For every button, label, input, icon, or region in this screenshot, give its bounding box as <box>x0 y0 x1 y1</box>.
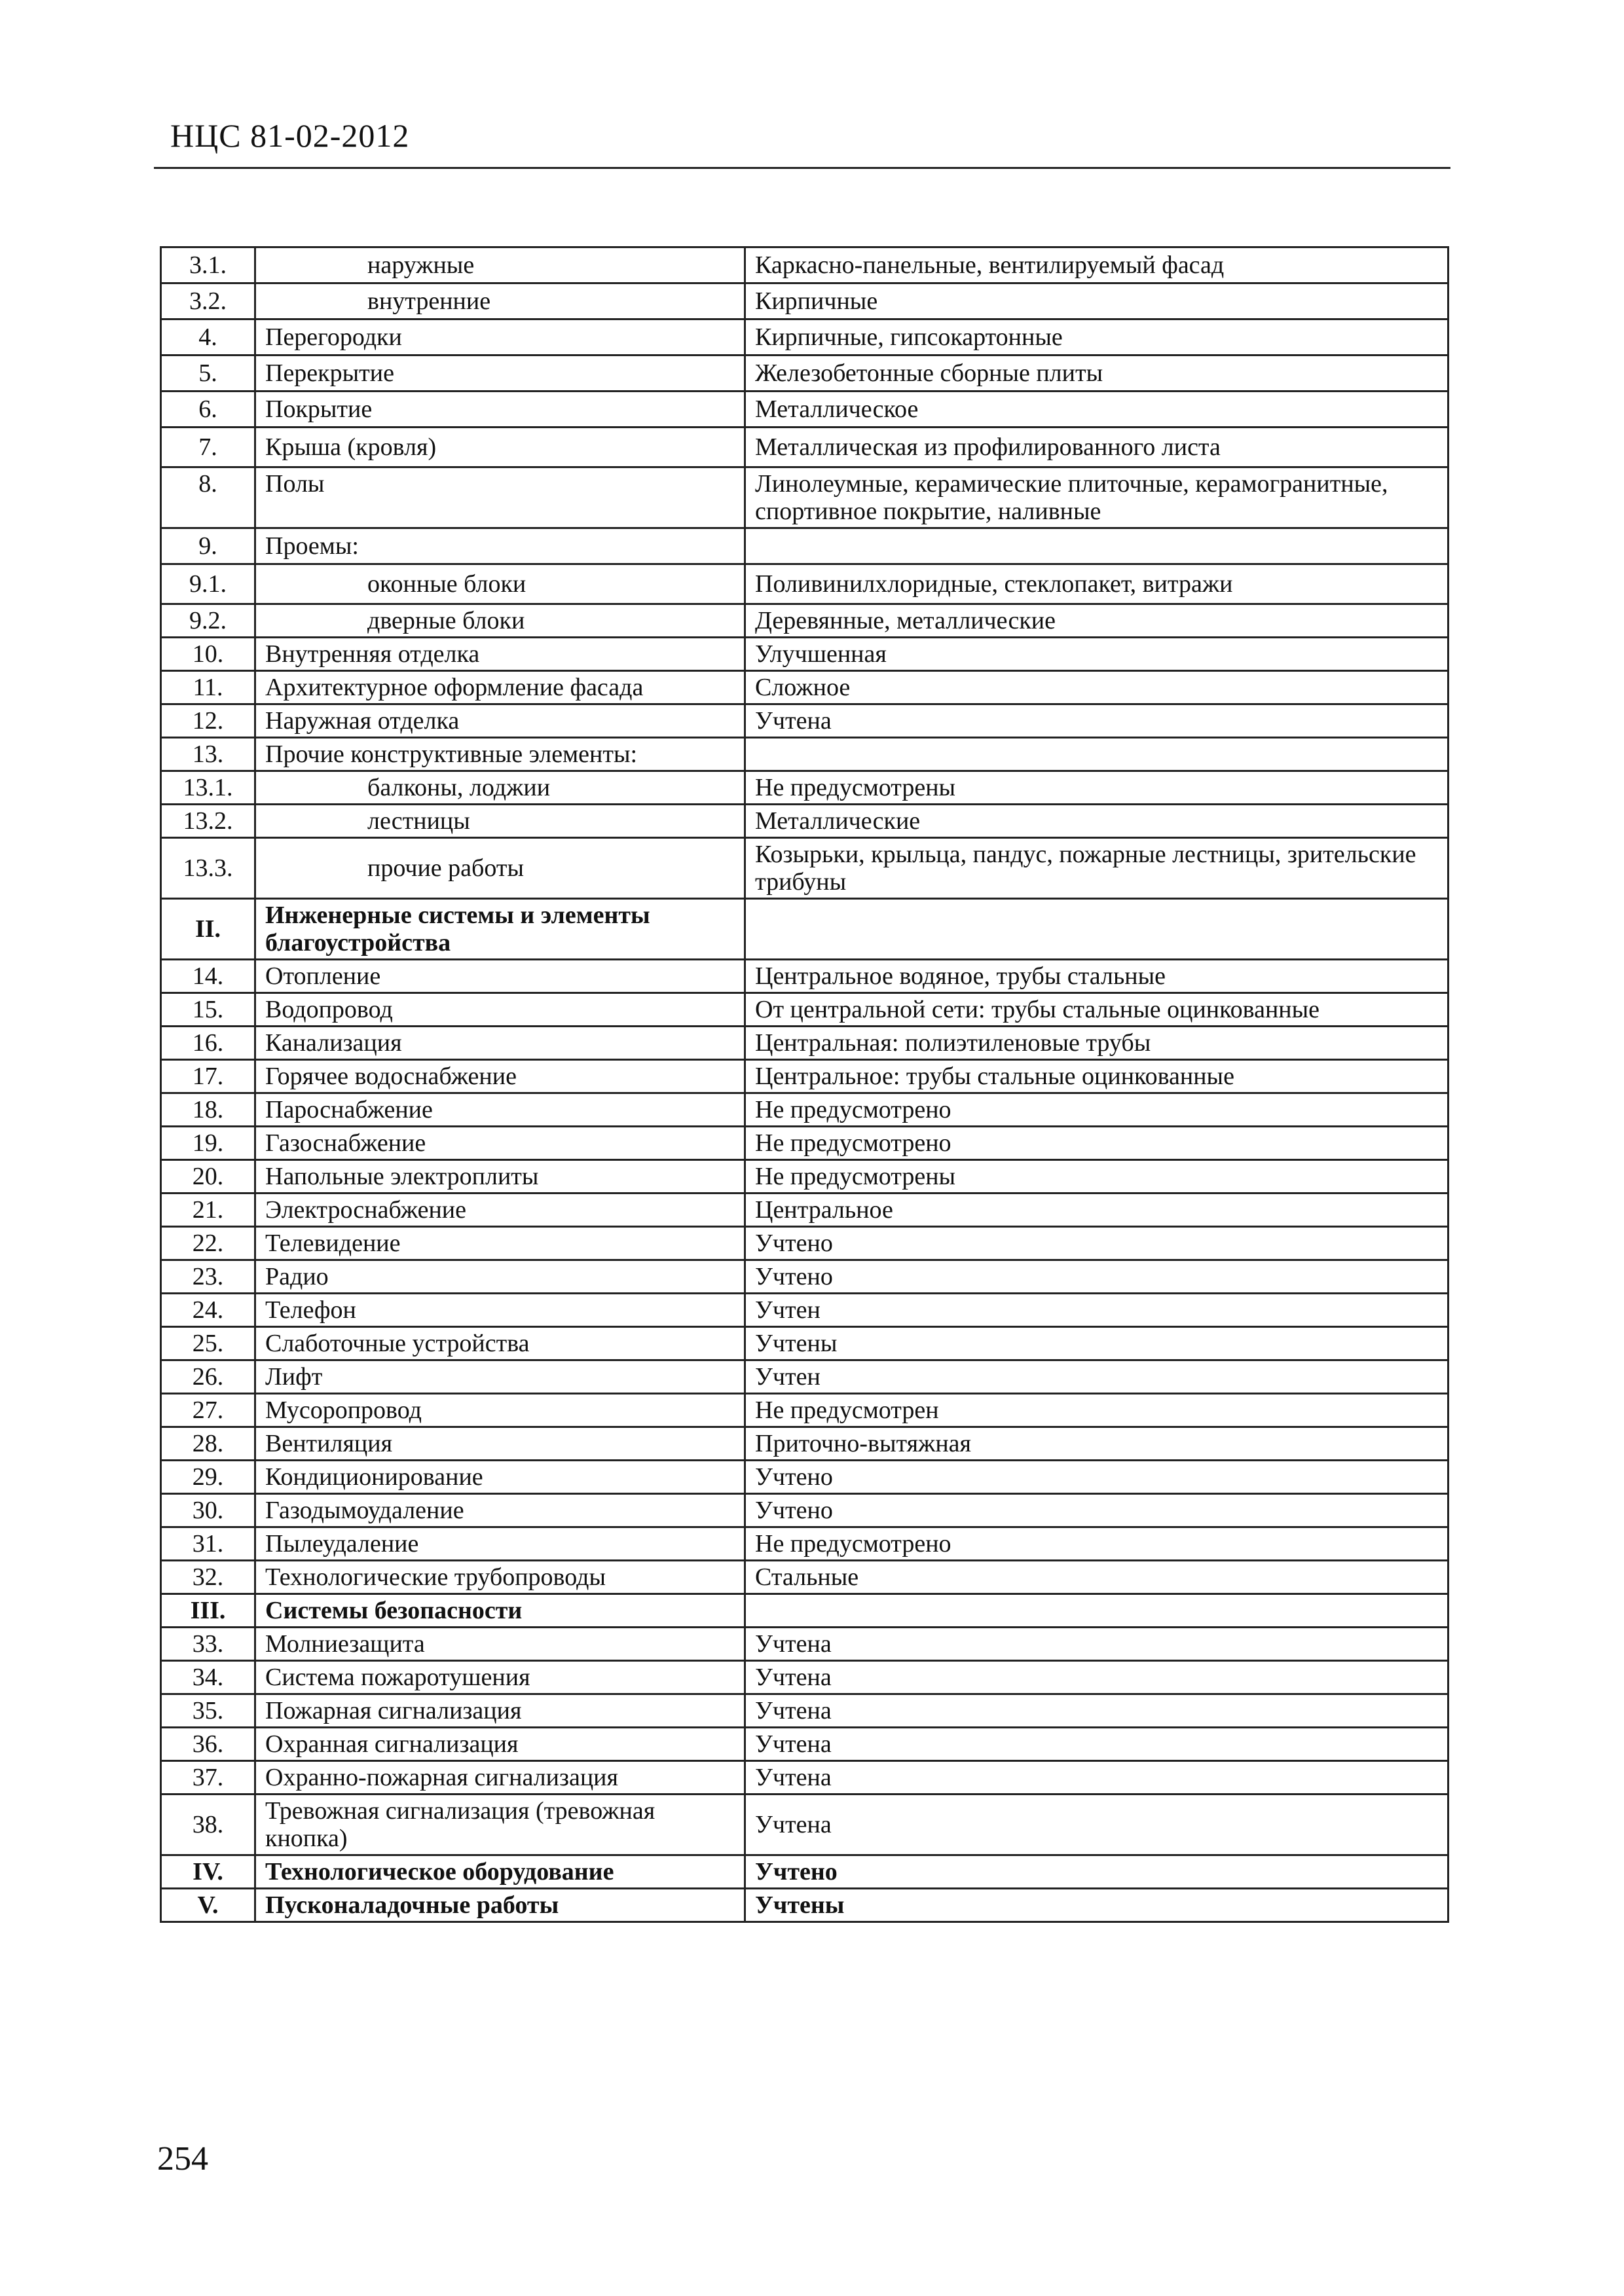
table-row <box>161 671 1449 704</box>
characteristic-cell: Железобетонные сборные плиты <box>745 355 1449 392</box>
element-name-cell: Инженерные системы и элементы благоустройства <box>255 899 745 960</box>
characteristic-cell: Учтен <box>745 1294 1449 1327</box>
row-number-cell: IV. <box>161 1855 255 1889</box>
row-number-cell: 17. <box>161 1060 255 1093</box>
characteristic-cell: Приточно-вытяжная <box>745 1427 1449 1461</box>
characteristic-cell: Учтена <box>745 1728 1449 1761</box>
element-name-cell: Пароснабжение <box>255 1093 745 1127</box>
row-number-cell: 3.2. <box>161 283 255 319</box>
row-number-cell: II. <box>161 899 255 960</box>
characteristic-cell: Улучшенная <box>745 638 1449 671</box>
element-name-cell: дверные блоки <box>255 604 745 638</box>
row-number-cell: 12. <box>161 704 255 738</box>
table-row <box>161 838 1449 899</box>
table-row <box>161 1661 1449 1694</box>
element-name-cell: Пусконаладочные работы <box>255 1889 745 1922</box>
element-name-cell: Телевидение <box>255 1227 745 1260</box>
table-row <box>161 392 1449 428</box>
element-name-cell: Системы безопасности <box>255 1594 745 1628</box>
characteristic-cell: Учтена <box>745 1795 1449 1855</box>
characteristic-cell <box>745 899 1449 960</box>
row-number-cell: 26. <box>161 1360 255 1394</box>
characteristic-cell: Учтена <box>745 1628 1449 1661</box>
row-number-cell: 32. <box>161 1561 255 1594</box>
document-header: НЦС 81-02-2012 <box>170 117 410 154</box>
element-name-cell: Радио <box>255 1260 745 1294</box>
element-name-cell: Перегородки <box>255 319 745 355</box>
element-name-cell: Мусоропровод <box>255 1394 745 1427</box>
element-name-cell: Молниезащита <box>255 1628 745 1661</box>
table-row <box>161 604 1449 638</box>
characteristic-cell: Не предусмотрено <box>745 1093 1449 1127</box>
element-name-cell: Пылеудаление <box>255 1527 745 1561</box>
characteristic-cell: Учтено <box>745 1461 1449 1494</box>
table-row <box>161 1360 1449 1394</box>
specification-table-body <box>161 247 1449 1922</box>
characteristic-cell: Не предусмотрено <box>745 1527 1449 1561</box>
row-number-cell: 10. <box>161 638 255 671</box>
specification-table-container <box>160 246 1447 1923</box>
characteristic-cell: Центральное: трубы стальные оцинкованные <box>745 1060 1449 1093</box>
table-row <box>161 1394 1449 1427</box>
row-number-cell: 6. <box>161 392 255 428</box>
element-name-cell: Кондиционирование <box>255 1461 745 1494</box>
table-row <box>161 1461 1449 1494</box>
row-number-cell: 14. <box>161 960 255 993</box>
characteristic-cell: Металлические <box>745 805 1449 838</box>
section-row <box>161 899 1449 960</box>
characteristic-cell: Металлическое <box>745 392 1449 428</box>
element-name-cell: внутренние <box>255 283 745 319</box>
element-name-cell: Телефон <box>255 1294 745 1327</box>
row-number-cell: 29. <box>161 1461 255 1494</box>
element-name-cell: Полы <box>255 467 745 528</box>
element-name-cell: наружные <box>255 247 745 283</box>
element-name-cell: Система пожаротушения <box>255 1661 745 1694</box>
row-number-cell: 21. <box>161 1194 255 1227</box>
characteristic-cell: Учтено <box>745 1494 1449 1527</box>
characteristic-cell: От центральной сети: трубы стальные оцинкованные <box>745 993 1449 1027</box>
element-name-cell: Напольные электроплиты <box>255 1160 745 1194</box>
table-row <box>161 1294 1449 1327</box>
row-number-cell: 15. <box>161 993 255 1027</box>
table-row <box>161 1494 1449 1527</box>
characteristic-cell: Учтена <box>745 704 1449 738</box>
element-name-cell: Перекрытие <box>255 355 745 392</box>
element-name-cell: Технологические трубопроводы <box>255 1561 745 1594</box>
characteristic-cell: Учтена <box>745 1694 1449 1728</box>
table-row <box>161 1427 1449 1461</box>
characteristic-cell: Центральное <box>745 1194 1449 1227</box>
row-number-cell: 37. <box>161 1761 255 1795</box>
characteristic-cell: Не предусмотрено <box>745 1127 1449 1160</box>
row-number-cell: 3.1. <box>161 247 255 283</box>
characteristic-cell: Поливинилхлоридные, стеклопакет, витражи <box>745 564 1449 604</box>
element-name-cell: Газоснабжение <box>255 1127 745 1160</box>
row-number-cell: 20. <box>161 1160 255 1194</box>
row-number-cell: 4. <box>161 319 255 355</box>
row-number-cell: 7. <box>161 428 255 467</box>
row-number-cell: 13.2. <box>161 805 255 838</box>
element-name-cell: Канализация <box>255 1027 745 1060</box>
characteristic-cell: Учтено <box>745 1855 1449 1889</box>
row-number-cell: 28. <box>161 1427 255 1461</box>
characteristic-cell: Каркасно-панельные, вентилируемый фасад <box>745 247 1449 283</box>
table-row <box>161 428 1449 467</box>
element-name-cell: Проемы: <box>255 528 745 564</box>
table-row <box>161 1327 1449 1360</box>
element-name-cell: Архитектурное оформление фасада <box>255 671 745 704</box>
characteristic-cell: Центральная: полиэтиленовые трубы <box>745 1027 1449 1060</box>
row-number-cell: V. <box>161 1889 255 1922</box>
element-name-cell: Охранная сигнализация <box>255 1728 745 1761</box>
row-number-cell: III. <box>161 1594 255 1628</box>
element-name-cell: Горячее водоснабжение <box>255 1060 745 1093</box>
header-divider <box>154 167 1450 169</box>
element-name-cell: Слаботочные устройства <box>255 1327 745 1360</box>
table-row <box>161 528 1449 564</box>
element-name-cell: Электроснабжение <box>255 1194 745 1227</box>
table-row <box>161 1060 1449 1093</box>
section-row <box>161 1855 1449 1889</box>
table-row <box>161 704 1449 738</box>
table-row <box>161 1694 1449 1728</box>
element-name-cell: лестницы <box>255 805 745 838</box>
element-name-cell: Водопровод <box>255 993 745 1027</box>
table-row <box>161 1761 1449 1795</box>
table-row <box>161 467 1449 528</box>
table-row <box>161 1093 1449 1127</box>
row-number-cell: 34. <box>161 1661 255 1694</box>
characteristic-cell: Учтен <box>745 1360 1449 1394</box>
row-number-cell: 9. <box>161 528 255 564</box>
element-name-cell: прочие работы <box>255 838 745 899</box>
element-name-cell: Газодымоудаление <box>255 1494 745 1527</box>
row-number-cell: 8. <box>161 467 255 528</box>
characteristic-cell: Козырьки, крыльца, пандус, пожарные лестницы, зрительские трибуны <box>745 838 1449 899</box>
table-row <box>161 1260 1449 1294</box>
characteristic-cell: Деревянные, металлические <box>745 604 1449 638</box>
row-number-cell: 13.3. <box>161 838 255 899</box>
characteristic-cell: Сложное <box>745 671 1449 704</box>
row-number-cell: 13.1. <box>161 771 255 805</box>
element-name-cell: оконные блоки <box>255 564 745 604</box>
element-name-cell: Пожарная сигнализация <box>255 1694 745 1728</box>
element-name-cell: Вентиляция <box>255 1427 745 1461</box>
page-number: 254 <box>157 2140 208 2178</box>
row-number-cell: 33. <box>161 1628 255 1661</box>
element-name-cell: Наружная отделка <box>255 704 745 738</box>
characteristic-cell: Не предусмотрен <box>745 1394 1449 1427</box>
table-row <box>161 1194 1449 1227</box>
element-name-cell: Внутренняя отделка <box>255 638 745 671</box>
characteristic-cell <box>745 738 1449 771</box>
characteristic-cell: Учтено <box>745 1227 1449 1260</box>
row-number-cell: 25. <box>161 1327 255 1360</box>
element-name-cell: Прочие конструктивные элементы: <box>255 738 745 771</box>
table-row <box>161 564 1449 604</box>
element-name-cell: Покрытие <box>255 392 745 428</box>
characteristic-cell: Кирпичные, гипсокартонные <box>745 319 1449 355</box>
row-number-cell: 30. <box>161 1494 255 1527</box>
row-number-cell: 9.2. <box>161 604 255 638</box>
table-row <box>161 1027 1449 1060</box>
table-row <box>161 738 1449 771</box>
row-number-cell: 16. <box>161 1027 255 1060</box>
row-number-cell: 11. <box>161 671 255 704</box>
element-name-cell: Отопление <box>255 960 745 993</box>
row-number-cell: 19. <box>161 1127 255 1160</box>
section-row <box>161 1594 1449 1628</box>
characteristic-cell <box>745 1594 1449 1628</box>
row-number-cell: 5. <box>161 355 255 392</box>
table-row <box>161 319 1449 355</box>
table-row <box>161 1127 1449 1160</box>
table-row <box>161 771 1449 805</box>
table-row <box>161 1561 1449 1594</box>
table-row <box>161 1795 1449 1855</box>
row-number-cell: 35. <box>161 1694 255 1728</box>
table-row <box>161 805 1449 838</box>
row-number-cell: 31. <box>161 1527 255 1561</box>
characteristic-cell: Кирпичные <box>745 283 1449 319</box>
characteristic-cell: Не предусмотрены <box>745 771 1449 805</box>
characteristic-cell: Металлическая из профилированного листа <box>745 428 1449 467</box>
table-row <box>161 1527 1449 1561</box>
characteristic-cell: Учтена <box>745 1761 1449 1795</box>
table-row <box>161 1160 1449 1194</box>
row-number-cell: 27. <box>161 1394 255 1427</box>
section-row <box>161 1889 1449 1922</box>
element-name-cell: балконы, лоджии <box>255 771 745 805</box>
characteristic-cell: Учтены <box>745 1327 1449 1360</box>
row-number-cell: 24. <box>161 1294 255 1327</box>
characteristic-cell: Учтена <box>745 1661 1449 1694</box>
row-number-cell: 13. <box>161 738 255 771</box>
table-row <box>161 283 1449 319</box>
table-row <box>161 355 1449 392</box>
row-number-cell: 18. <box>161 1093 255 1127</box>
characteristic-cell <box>745 528 1449 564</box>
element-name-cell: Лифт <box>255 1360 745 1394</box>
table-row <box>161 1628 1449 1661</box>
element-name-cell: Технологическое оборудование <box>255 1855 745 1889</box>
table-row <box>161 638 1449 671</box>
specification-table <box>160 246 1449 1923</box>
row-number-cell: 38. <box>161 1795 255 1855</box>
characteristic-cell: Не предусмотрены <box>745 1160 1449 1194</box>
row-number-cell: 22. <box>161 1227 255 1260</box>
table-row <box>161 993 1449 1027</box>
characteristic-cell: Центральное водяное, трубы стальные <box>745 960 1449 993</box>
row-number-cell: 9.1. <box>161 564 255 604</box>
row-number-cell: 23. <box>161 1260 255 1294</box>
element-name-cell: Крыша (кровля) <box>255 428 745 467</box>
element-name-cell: Охранно-пожарная сигнализация <box>255 1761 745 1795</box>
table-row <box>161 1728 1449 1761</box>
characteristic-cell: Стальные <box>745 1561 1449 1594</box>
table-row <box>161 247 1449 283</box>
table-row <box>161 960 1449 993</box>
characteristic-cell: Учтены <box>745 1889 1449 1922</box>
row-number-cell: 36. <box>161 1728 255 1761</box>
element-name-cell: Тревожная сигнализация (тревожная кнопка) <box>255 1795 745 1855</box>
characteristic-cell: Учтено <box>745 1260 1449 1294</box>
characteristic-cell: Линолеумные, керамические плиточные, керамогранитные, спортивное покрытие, наливные <box>745 467 1449 528</box>
table-row <box>161 1227 1449 1260</box>
